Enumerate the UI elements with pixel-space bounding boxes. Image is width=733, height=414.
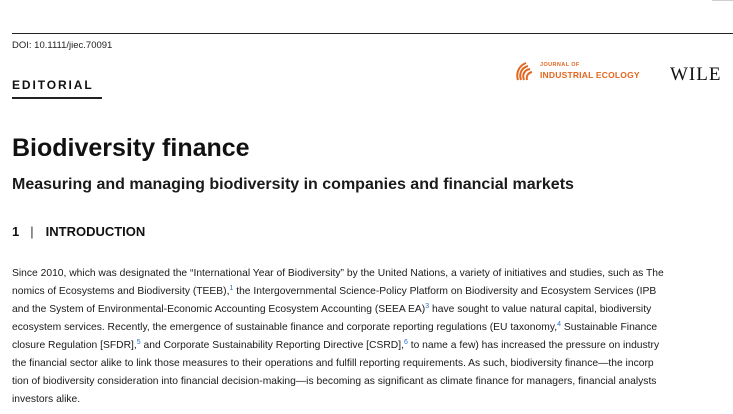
journal-name-line1: JOURNAL OF bbox=[540, 62, 580, 68]
article-subtitle: Measuring and managing biodiversity in companies and financial markets bbox=[12, 176, 574, 193]
body-text: and the System of Environmental-Economic Accounting Ecosystem Accounting (SEEA EA) bbox=[12, 304, 426, 315]
footnote-link-1[interactable]: 1 bbox=[229, 285, 234, 292]
journal-swirl-icon bbox=[514, 59, 536, 83]
body-text: closure Regulation [SFDR], bbox=[12, 340, 137, 351]
footnote-link-4[interactable]: 4 bbox=[557, 321, 561, 328]
body-text: Since 2010, which was designated the “International Year of Biodiversity” by the United Nations, a variety of initiatives and studies, such as The bbox=[12, 268, 664, 279]
body-line bbox=[12, 301, 733, 319]
footnote-link-3[interactable]: 3 bbox=[425, 303, 430, 310]
section-heading-text: INTRODUCTION bbox=[45, 224, 146, 239]
section-number: 1 bbox=[12, 224, 20, 239]
body-line bbox=[12, 319, 733, 337]
footnote-link-5[interactable]: 5 bbox=[136, 339, 141, 346]
section-separator: | bbox=[30, 224, 34, 239]
body-line bbox=[12, 355, 733, 373]
body-line bbox=[12, 337, 733, 355]
publisher-logo[interactable]: WILE bbox=[670, 64, 722, 85]
body-text: ecosystem services. Recently, the emergence of sustainable finance and corporate reporting regulations (EU taxonomy, bbox=[12, 322, 558, 333]
body-text: have sought to value natural capital, biodiversity bbox=[429, 304, 652, 315]
journal-name bbox=[540, 63, 640, 79]
body-text: the financial sector alike to link those measures to their operations and fulfill reporting requirements. As such, biodiversity finance—the incorp bbox=[12, 358, 654, 369]
header-rule bbox=[12, 33, 733, 34]
doi-text: DOI: 10.1111/jiec.70091 bbox=[12, 40, 113, 51]
body-text: investors alike. bbox=[12, 394, 81, 405]
body-paragraph bbox=[12, 265, 733, 409]
body-text: tion of biodiversity consideration into financial decision-making—is becoming as significant as climate finance for managers, financial analysts bbox=[12, 376, 657, 387]
page-corner-mark bbox=[712, 0, 733, 1]
body-line bbox=[12, 391, 733, 409]
body-text: to name a few) has increased the pressure on industry bbox=[407, 340, 660, 351]
footnote-link-6[interactable]: 6 bbox=[403, 339, 408, 346]
body-text: nomics of Ecosystems and Biodiversity (TEEB), bbox=[12, 286, 230, 297]
body-text: Sustainable Finance bbox=[560, 322, 658, 333]
body-line bbox=[12, 373, 733, 391]
body-text: and Corporate Sustainability Reporting Directive [CSRD], bbox=[140, 340, 404, 351]
section-heading bbox=[12, 224, 145, 239]
body-line bbox=[12, 283, 733, 301]
article-title: Biodiversity finance bbox=[12, 134, 250, 162]
body-line bbox=[12, 265, 733, 283]
body-text: the Intergovernmental Science-Policy Platform on Biodiversity and Ecosystem Services (IPB bbox=[233, 286, 657, 297]
journal-logo[interactable] bbox=[514, 58, 640, 84]
section-label-underline bbox=[12, 97, 102, 99]
journal-name-line2: INDUSTRIAL ECOLOGY bbox=[540, 69, 640, 80]
section-label: EDITORIAL bbox=[12, 78, 94, 92]
